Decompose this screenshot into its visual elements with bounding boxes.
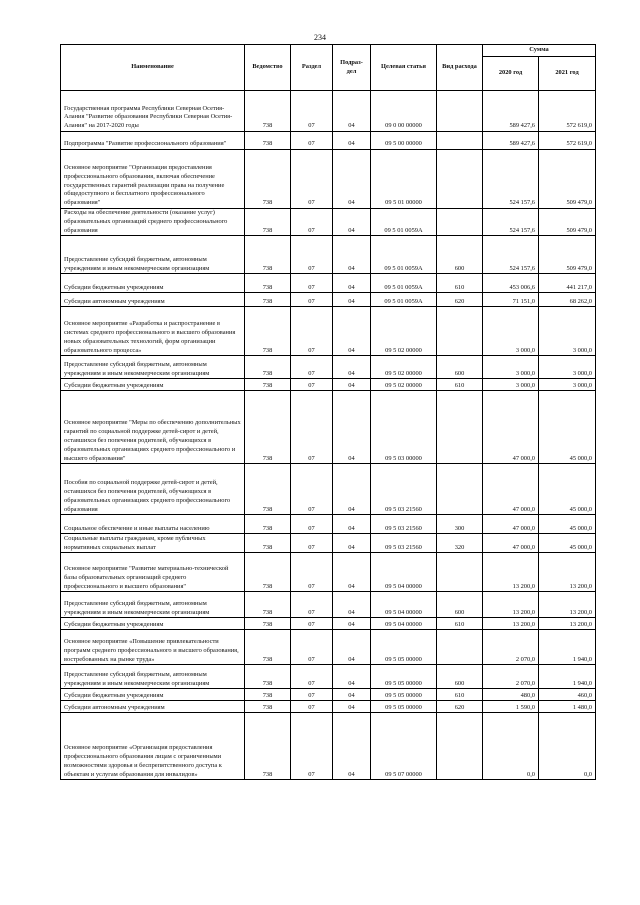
cell-razdel: 07 (291, 91, 333, 132)
cell-razdel: 07 (291, 665, 333, 689)
header-target: Целевая статья (371, 45, 437, 91)
cell-y2020: 0,0 (483, 713, 539, 780)
cell-y2020: 524 157,6 (483, 209, 539, 236)
cell-vid: 620 (437, 701, 483, 713)
cell-target: 09 5 01 00000 (371, 150, 437, 209)
cell-vid: 610 (437, 689, 483, 701)
table-row (61, 553, 596, 592)
cell-target: 09 5 05 00000 (371, 689, 437, 701)
cell-ved: 738 (245, 391, 291, 464)
cell-podrazdel: 04 (333, 274, 371, 293)
table-row (61, 618, 596, 630)
cell-y2021: 1 480,0 (539, 701, 596, 713)
cell-razdel: 07 (291, 464, 333, 515)
cell-y2020: 524 157,6 (483, 236, 539, 274)
cell-podrazdel: 04 (333, 592, 371, 618)
cell-name: Основное мероприятие "Меры по обеспечению дополнительных гарантий по социальной поддержке детей-сирот и детей, оставшихся без попечения родителей, обучающихся в образовательных организациях среднего профессионального и высшего образования" (61, 391, 245, 464)
cell-podrazdel: 04 (333, 701, 371, 713)
header-name: Наименование (61, 45, 245, 91)
cell-y2020: 3 000,0 (483, 307, 539, 356)
cell-vid: 610 (437, 618, 483, 630)
header-razdel: Раздел (291, 45, 333, 91)
table-row (61, 356, 596, 379)
cell-name: Подпрограмма "Развитие профессионального образования" (61, 132, 245, 150)
cell-y2020: 47 000,0 (483, 534, 539, 553)
cell-vid: 610 (437, 379, 483, 391)
table-row (61, 464, 596, 515)
cell-y2020: 2 070,0 (483, 630, 539, 665)
cell-vid: 620 (437, 293, 483, 307)
cell-razdel: 07 (291, 209, 333, 236)
cell-name: Предоставление субсидий бюджетным, автономным учреждениям и иным некоммерческим организациям (61, 592, 245, 618)
cell-vid: 600 (437, 592, 483, 618)
cell-y2020: 3 000,0 (483, 356, 539, 379)
cell-vid (437, 553, 483, 592)
cell-name: Основное мероприятие «Организация предоставления профессионального образования лицам с ограниченными возможностями здоровья и беспрепятственного доступа к объектам и услугам образования для инвалидов» (61, 713, 245, 780)
cell-ved: 738 (245, 91, 291, 132)
cell-ved: 738 (245, 534, 291, 553)
cell-ved: 738 (245, 713, 291, 780)
cell-y2021: 13 200,0 (539, 592, 596, 618)
cell-ved: 738 (245, 356, 291, 379)
cell-name: Социальные выплаты гражданам, кроме публичных нормативных социальных выплат (61, 534, 245, 553)
table-row (61, 592, 596, 618)
cell-name: Предоставление субсидий бюджетным, автономным учреждениям и иным некоммерческим организациям (61, 665, 245, 689)
cell-razdel: 07 (291, 379, 333, 391)
table-row (61, 132, 596, 150)
cell-vid (437, 630, 483, 665)
cell-name: Основное мероприятие «Повышение привлекательности программ среднего профессионального и высшего образования, востребованных на рынке труда» (61, 630, 245, 665)
table-row (61, 515, 596, 534)
cell-name: Субсидии бюджетным учреждениям (61, 274, 245, 293)
cell-razdel: 07 (291, 618, 333, 630)
cell-name: Субсидии бюджетным учреждениям (61, 379, 245, 391)
cell-podrazdel: 04 (333, 464, 371, 515)
cell-y2020: 13 200,0 (483, 618, 539, 630)
cell-target: 09 5 05 00000 (371, 665, 437, 689)
cell-name: Предоставление субсидий бюджетным, автономным учреждениям и иным некоммерческим организациям (61, 356, 245, 379)
cell-vid: 600 (437, 665, 483, 689)
cell-podrazdel: 04 (333, 307, 371, 356)
cell-razdel: 07 (291, 132, 333, 150)
cell-y2021: 572 619,0 (539, 132, 596, 150)
cell-razdel: 07 (291, 689, 333, 701)
cell-vid (437, 209, 483, 236)
cell-podrazdel: 04 (333, 132, 371, 150)
table-row (61, 630, 596, 665)
cell-razdel: 07 (291, 236, 333, 274)
cell-target: 09 5 02 00000 (371, 356, 437, 379)
cell-name: Субсидии бюджетным учреждениям (61, 618, 245, 630)
header-2021: 2021 год (539, 57, 596, 91)
cell-ved: 738 (245, 553, 291, 592)
header-podrazdel: Подраз-дел (333, 45, 371, 91)
cell-podrazdel: 04 (333, 379, 371, 391)
cell-name: Основное мероприятие "Организация предоставления профессионального образования, включая обеспечение государственных гарантий реализации права на получение общедоступного и бесплатного профессионального образования" (61, 150, 245, 209)
cell-y2020: 2 070,0 (483, 665, 539, 689)
cell-ved: 738 (245, 618, 291, 630)
cell-razdel: 07 (291, 274, 333, 293)
cell-vid (437, 391, 483, 464)
cell-vid: 320 (437, 534, 483, 553)
cell-razdel: 07 (291, 713, 333, 780)
cell-name: Пособия по социальной поддержке детей-сирот и детей, оставшихся без попечения родителей, обучающихся в образовательных организациях среднего профессионального образования (61, 464, 245, 515)
cell-target: 09 5 03 21560 (371, 534, 437, 553)
table-row (61, 293, 596, 307)
table-row (61, 713, 596, 780)
cell-target: 09 0 00 00000 (371, 91, 437, 132)
cell-name: Расходы на обеспечение деятельности (оказание услуг) образовательных организаций среднего профессионального образования (61, 209, 245, 236)
cell-target: 09 5 02 00000 (371, 307, 437, 356)
cell-y2020: 480,0 (483, 689, 539, 701)
cell-name: Субсидии автономным учреждениям (61, 293, 245, 307)
cell-y2021: 13 200,0 (539, 553, 596, 592)
cell-ved: 738 (245, 150, 291, 209)
cell-razdel: 07 (291, 534, 333, 553)
cell-target: 09 5 01 0059А (371, 274, 437, 293)
cell-name: Основное мероприятие «Разработка и распространение в системах среднего профессионального и высшего образования новых образовательных технологий, форм организации образовательного процесса» (61, 307, 245, 356)
cell-vid (437, 132, 483, 150)
cell-y2021: 45 000,0 (539, 534, 596, 553)
table-row (61, 274, 596, 293)
cell-podrazdel: 04 (333, 553, 371, 592)
cell-target: 09 5 04 00000 (371, 592, 437, 618)
cell-y2020: 3 000,0 (483, 379, 539, 391)
cell-razdel: 07 (291, 630, 333, 665)
table-row (61, 379, 596, 391)
table-row (61, 701, 596, 713)
cell-y2021: 509 479,0 (539, 150, 596, 209)
cell-podrazdel: 04 (333, 391, 371, 464)
cell-name: Субсидии автономным учреждениям (61, 701, 245, 713)
cell-ved: 738 (245, 379, 291, 391)
cell-podrazdel: 04 (333, 236, 371, 274)
cell-target: 09 5 03 00000 (371, 391, 437, 464)
table-row (61, 209, 596, 236)
cell-y2020: 453 006,6 (483, 274, 539, 293)
cell-y2021: 3 000,0 (539, 307, 596, 356)
cell-razdel: 07 (291, 150, 333, 209)
cell-y2021: 13 200,0 (539, 618, 596, 630)
cell-vid (437, 464, 483, 515)
cell-ved: 738 (245, 464, 291, 515)
cell-y2021: 460,0 (539, 689, 596, 701)
cell-y2020: 589 427,6 (483, 132, 539, 150)
cell-y2020: 47 000,0 (483, 464, 539, 515)
cell-y2021: 441 217,0 (539, 274, 596, 293)
cell-target: 09 5 03 21560 (371, 464, 437, 515)
cell-podrazdel: 04 (333, 665, 371, 689)
cell-razdel: 07 (291, 701, 333, 713)
cell-y2021: 572 619,0 (539, 91, 596, 132)
cell-y2020: 71 151,0 (483, 293, 539, 307)
cell-target: 09 5 01 0059А (371, 293, 437, 307)
table-row (61, 665, 596, 689)
page-number: 234 (314, 33, 326, 42)
cell-name: Государственная программа Республики Северная Осетия-Алания "Развитие образования Республики Северная Осетия-Алания" на 2017-2020 годы (61, 91, 245, 132)
cell-ved: 738 (245, 293, 291, 307)
cell-ved: 738 (245, 132, 291, 150)
cell-razdel: 07 (291, 356, 333, 379)
cell-vid: 600 (437, 236, 483, 274)
cell-target: 09 5 04 00000 (371, 553, 437, 592)
cell-name: Основное мероприятие "Развитие материально-технической базы образовательных организаций среднего профессионального и высшего образования" (61, 553, 245, 592)
cell-podrazdel: 04 (333, 618, 371, 630)
cell-ved: 738 (245, 274, 291, 293)
cell-ved: 738 (245, 515, 291, 534)
cell-target: 09 5 01 0059А (371, 236, 437, 274)
header-summa: Сумма (483, 45, 596, 57)
cell-name: Социальное обеспечение и иные выплаты населению (61, 515, 245, 534)
cell-podrazdel: 04 (333, 91, 371, 132)
budget-table (60, 44, 596, 780)
cell-y2021: 68 262,0 (539, 293, 596, 307)
cell-y2020: 13 200,0 (483, 553, 539, 592)
table-row (61, 91, 596, 132)
cell-razdel: 07 (291, 293, 333, 307)
table-row (61, 150, 596, 209)
cell-razdel: 07 (291, 592, 333, 618)
cell-ved: 738 (245, 701, 291, 713)
cell-y2020: 589 427,6 (483, 91, 539, 132)
cell-y2021: 3 000,0 (539, 379, 596, 391)
cell-y2020: 47 000,0 (483, 391, 539, 464)
cell-vid: 600 (437, 356, 483, 379)
cell-podrazdel: 04 (333, 713, 371, 780)
header-vedomstvo: Ведомство (245, 45, 291, 91)
cell-podrazdel: 04 (333, 293, 371, 307)
cell-target: 09 5 00 00000 (371, 132, 437, 150)
cell-vid: 300 (437, 515, 483, 534)
cell-target: 09 5 01 0059А (371, 209, 437, 236)
cell-ved: 738 (245, 209, 291, 236)
cell-ved: 738 (245, 592, 291, 618)
cell-podrazdel: 04 (333, 689, 371, 701)
cell-podrazdel: 04 (333, 150, 371, 209)
table-row (61, 534, 596, 553)
cell-target: 09 5 02 00000 (371, 379, 437, 391)
cell-ved: 738 (245, 630, 291, 665)
cell-y2021: 0,0 (539, 713, 596, 780)
cell-target: 09 5 07 00000 (371, 713, 437, 780)
cell-podrazdel: 04 (333, 630, 371, 665)
cell-target: 09 5 05 00000 (371, 701, 437, 713)
cell-name: Предоставление субсидий бюджетным, автономным учреждениям и иным некоммерческим организациям (61, 236, 245, 274)
cell-target: 09 5 03 21560 (371, 515, 437, 534)
cell-target: 09 5 05 00000 (371, 630, 437, 665)
table-row (61, 391, 596, 464)
cell-vid (437, 150, 483, 209)
cell-vid (437, 91, 483, 132)
cell-y2021: 509 479,0 (539, 209, 596, 236)
cell-y2021: 3 000,0 (539, 356, 596, 379)
cell-ved: 738 (245, 689, 291, 701)
table-row (61, 689, 596, 701)
cell-ved: 738 (245, 665, 291, 689)
table-row (61, 236, 596, 274)
cell-podrazdel: 04 (333, 534, 371, 553)
cell-vid (437, 307, 483, 356)
cell-podrazdel: 04 (333, 515, 371, 534)
cell-y2021: 509 479,0 (539, 236, 596, 274)
cell-y2020: 1 590,0 (483, 701, 539, 713)
cell-name: Субсидии бюджетным учреждениям (61, 689, 245, 701)
cell-y2020: 47 000,0 (483, 515, 539, 534)
cell-y2021: 45 000,0 (539, 515, 596, 534)
cell-y2021: 1 940,0 (539, 630, 596, 665)
cell-razdel: 07 (291, 515, 333, 534)
cell-y2021: 1 940,0 (539, 665, 596, 689)
cell-ved: 738 (245, 236, 291, 274)
cell-ved: 738 (245, 307, 291, 356)
cell-y2020: 13 200,0 (483, 592, 539, 618)
cell-vid (437, 713, 483, 780)
cell-y2021: 45 000,0 (539, 464, 596, 515)
header-2020: 2020 год (483, 57, 539, 91)
cell-razdel: 07 (291, 307, 333, 356)
cell-target: 09 5 04 00000 (371, 618, 437, 630)
cell-y2020: 524 157,6 (483, 150, 539, 209)
cell-podrazdel: 04 (333, 356, 371, 379)
cell-podrazdel: 04 (333, 209, 371, 236)
cell-razdel: 07 (291, 391, 333, 464)
cell-razdel: 07 (291, 553, 333, 592)
table-row (61, 307, 596, 356)
header-vid: Вид расхода (437, 45, 483, 91)
cell-y2021: 45 000,0 (539, 391, 596, 464)
cell-vid: 610 (437, 274, 483, 293)
